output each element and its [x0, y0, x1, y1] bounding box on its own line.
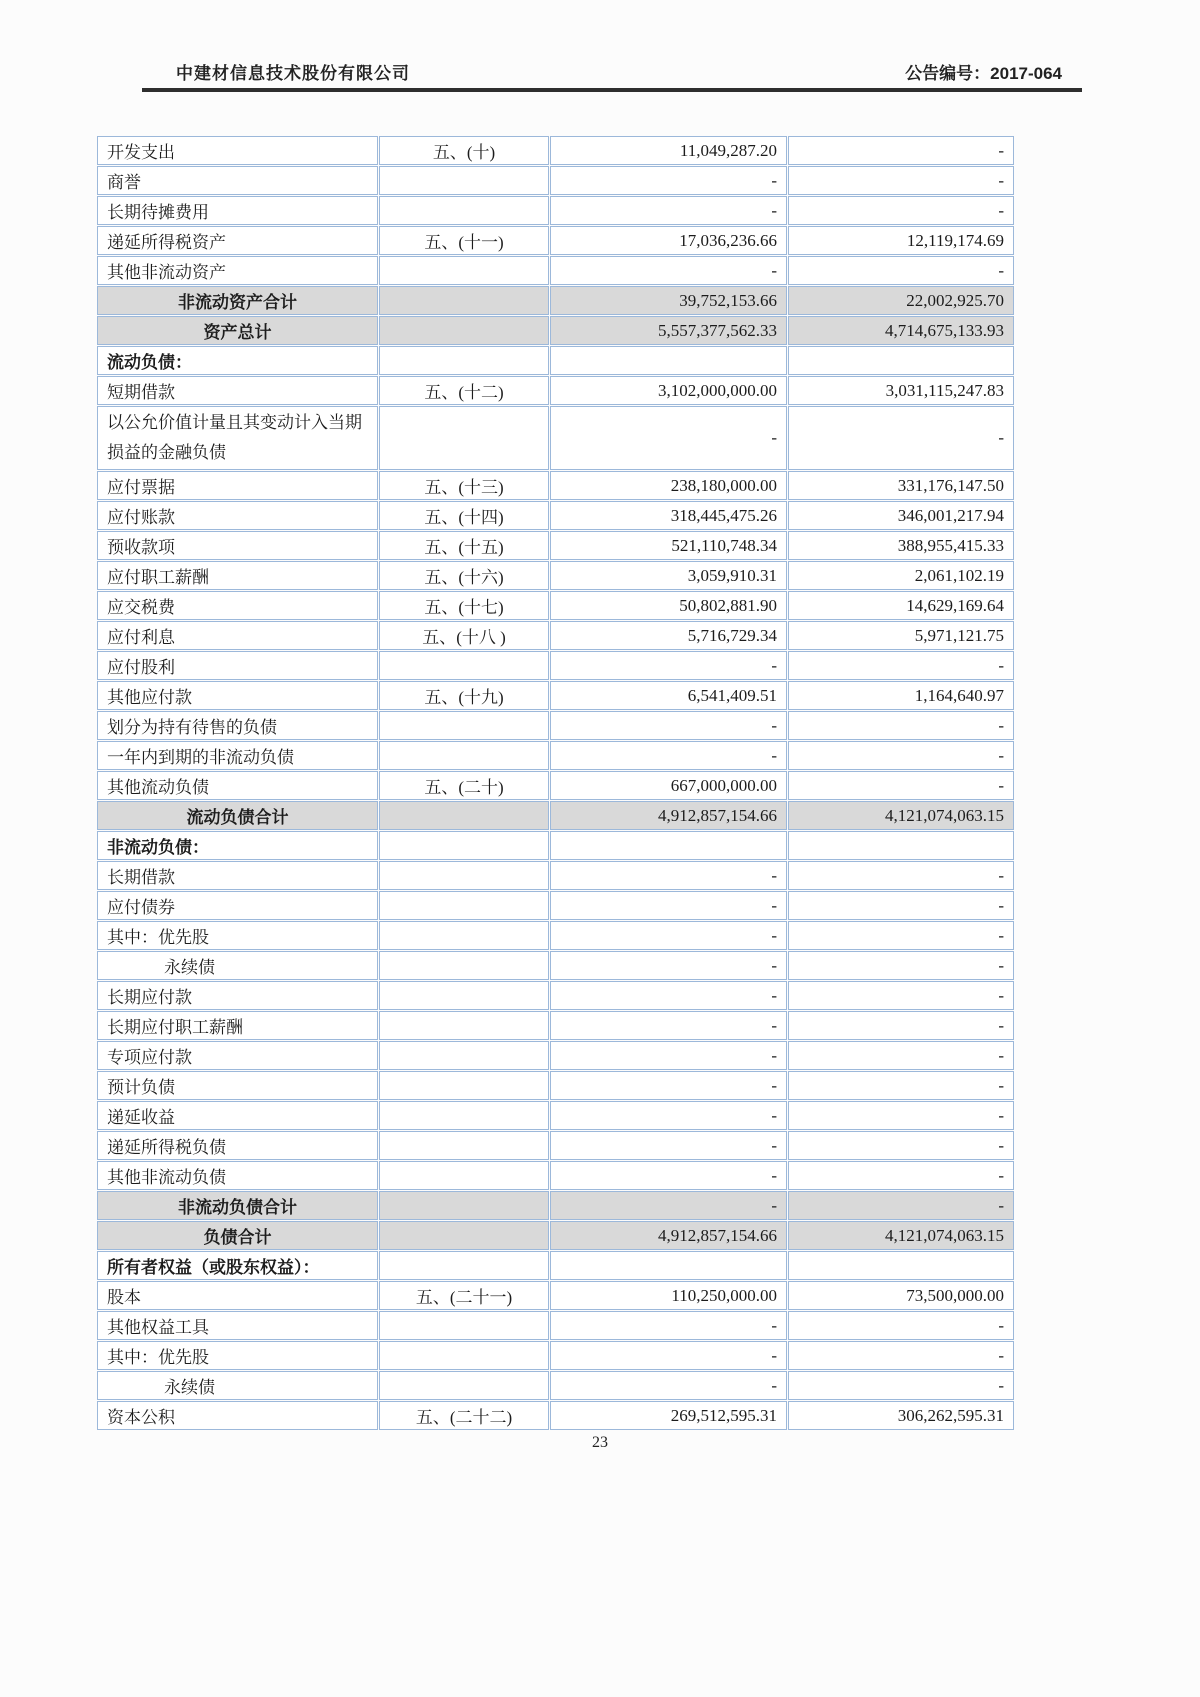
row-previous-value: - [788, 406, 1014, 470]
table-row [97, 376, 1014, 405]
table-row [97, 1071, 1014, 1100]
row-item-label: 开发支出 [97, 136, 378, 165]
row-note-ref [379, 1191, 549, 1220]
row-previous-value: - [788, 711, 1014, 740]
row-note-ref [379, 1101, 549, 1130]
row-previous-value: 4,121,074,063.15 [788, 1221, 1014, 1250]
row-note-ref [379, 406, 549, 470]
row-item-label: 资本公积 [97, 1401, 378, 1430]
table-row [97, 651, 1014, 680]
balance-sheet [96, 135, 1012, 1431]
row-previous-value: 306,262,595.31 [788, 1401, 1014, 1430]
row-previous-value: - [788, 921, 1014, 950]
row-note-ref [379, 801, 549, 830]
row-current-value: - [550, 1191, 787, 1220]
row-note-ref [379, 1131, 549, 1160]
row-note-ref [379, 1221, 549, 1250]
row-current-value: 4,912,857,154.66 [550, 1221, 787, 1250]
table-row [97, 891, 1014, 920]
row-note-ref: 五、(十八 ) [379, 621, 549, 650]
balance-sheet-table [96, 135, 1015, 1431]
row-current-value: - [550, 256, 787, 285]
row-note-ref [379, 651, 549, 680]
row-item-label: 永续债 [97, 951, 378, 980]
table-row [97, 861, 1014, 890]
row-note-ref: 五、(二十二) [379, 1401, 549, 1430]
row-item-label: 负债合计 [97, 1221, 378, 1250]
table-row [97, 1011, 1014, 1040]
row-item-label: 划分为持有待售的负债 [97, 711, 378, 740]
row-previous-value: 12,119,174.69 [788, 226, 1014, 255]
row-note-ref: 五、(十) [379, 136, 549, 165]
row-item-label: 股本 [97, 1281, 378, 1310]
row-current-value: - [550, 891, 787, 920]
row-previous-value: - [788, 136, 1014, 165]
row-item-label: 商誉 [97, 166, 378, 195]
row-item-label: 长期借款 [97, 861, 378, 890]
row-note-ref [379, 891, 549, 920]
row-note-ref [379, 981, 549, 1010]
row-previous-value: 3,031,115,247.83 [788, 376, 1014, 405]
row-previous-value: 1,164,640.97 [788, 681, 1014, 710]
row-current-value: 667,000,000.00 [550, 771, 787, 800]
row-previous-value: - [788, 1371, 1014, 1400]
row-current-value: - [550, 1131, 787, 1160]
row-note-ref: 五、(十五) [379, 531, 549, 560]
table-row [97, 1161, 1014, 1190]
row-note-ref [379, 861, 549, 890]
row-current-value: - [550, 741, 787, 770]
row-item-label: 长期应付职工薪酬 [97, 1011, 378, 1040]
row-previous-value: 5,971,121.75 [788, 621, 1014, 650]
row-item-label: 以公允价值计量且其变动计入当期损益的金融负债 [97, 406, 378, 470]
row-item-label: 应交税费 [97, 591, 378, 620]
row-item-label: 应付股利 [97, 651, 378, 680]
table-row [97, 741, 1014, 770]
table-row [97, 226, 1014, 255]
row-previous-value: 346,001,217.94 [788, 501, 1014, 530]
row-item-label: 短期借款 [97, 376, 378, 405]
row-note-ref: 五、(十二) [379, 376, 549, 405]
row-item-label: 长期待摊费用 [97, 196, 378, 225]
row-note-ref [379, 831, 549, 860]
row-note-ref [379, 256, 549, 285]
row-previous-value: 331,176,147.50 [788, 471, 1014, 500]
row-item-label: 应付票据 [97, 471, 378, 500]
row-current-value: - [550, 981, 787, 1010]
table-row [97, 1311, 1014, 1340]
row-note-ref: 五、(十三) [379, 471, 549, 500]
row-current-value: 5,716,729.34 [550, 621, 787, 650]
balance-sheet-body [97, 136, 1014, 1430]
company-name: 中建材信息技术股份有限公司 [176, 64, 410, 83]
row-note-ref [379, 1311, 549, 1340]
row-item-label: 其中：优先股 [97, 921, 378, 950]
table-row [97, 831, 1014, 860]
row-item-label: 应付账款 [97, 501, 378, 530]
row-previous-value: - [788, 256, 1014, 285]
table-row [97, 1131, 1014, 1160]
table-row [97, 1221, 1014, 1250]
row-previous-value: - [788, 651, 1014, 680]
row-previous-value: 73,500,000.00 [788, 1281, 1014, 1310]
row-current-value: 17,036,236.66 [550, 226, 787, 255]
row-item-label: 所有者权益（或股东权益）： [97, 1251, 378, 1280]
row-previous-value: - [788, 1041, 1014, 1070]
row-previous-value: 4,714,675,133.93 [788, 316, 1014, 345]
row-item-label: 其他应付款 [97, 681, 378, 710]
row-current-value: - [550, 196, 787, 225]
table-row [97, 1371, 1014, 1400]
row-current-value [550, 346, 787, 375]
row-current-value: - [550, 1161, 787, 1190]
table-row [97, 921, 1014, 950]
table-row [97, 591, 1014, 620]
row-item-label: 永续债 [97, 1371, 378, 1400]
row-current-value: 318,445,475.26 [550, 501, 787, 530]
row-previous-value: 14,629,169.64 [788, 591, 1014, 620]
row-previous-value: - [788, 1341, 1014, 1370]
row-previous-value: - [788, 771, 1014, 800]
row-current-value: 5,557,377,562.33 [550, 316, 787, 345]
row-previous-value: - [788, 166, 1014, 195]
row-current-value [550, 831, 787, 860]
table-row [97, 681, 1014, 710]
row-item-label: 非流动资产合计 [97, 286, 378, 315]
row-current-value: 4,912,857,154.66 [550, 801, 787, 830]
row-item-label: 流动负债合计 [97, 801, 378, 830]
row-current-value: - [550, 1041, 787, 1070]
table-row [97, 136, 1014, 165]
row-previous-value [788, 1251, 1014, 1280]
table-row [97, 531, 1014, 560]
row-item-label: 递延所得税负债 [97, 1131, 378, 1160]
row-current-value: - [550, 951, 787, 980]
row-previous-value [788, 346, 1014, 375]
row-current-value: - [550, 1101, 787, 1130]
row-item-label: 其他非流动资产 [97, 256, 378, 285]
row-note-ref: 五、(十四) [379, 501, 549, 530]
table-row [97, 166, 1014, 195]
row-previous-value: 22,002,925.70 [788, 286, 1014, 315]
row-previous-value: - [788, 891, 1014, 920]
table-row [97, 1251, 1014, 1280]
table-row [97, 196, 1014, 225]
row-current-value: - [550, 406, 787, 470]
row-current-value: 110,250,000.00 [550, 1281, 787, 1310]
row-item-label: 专项应付款 [97, 1041, 378, 1070]
table-row [97, 801, 1014, 830]
row-current-value: - [550, 1071, 787, 1100]
row-current-value: - [550, 711, 787, 740]
table-row [97, 256, 1014, 285]
table-row [97, 771, 1014, 800]
row-current-value: - [550, 1341, 787, 1370]
row-item-label: 非流动负债合计 [97, 1191, 378, 1220]
row-current-value: - [550, 1011, 787, 1040]
row-current-value: - [550, 1371, 787, 1400]
row-current-value: 3,059,910.31 [550, 561, 787, 590]
row-item-label: 长期应付款 [97, 981, 378, 1010]
row-current-value: 521,110,748.34 [550, 531, 787, 560]
table-row [97, 346, 1014, 375]
row-note-ref [379, 316, 549, 345]
row-previous-value: - [788, 1101, 1014, 1130]
row-note-ref: 五、(十六) [379, 561, 549, 590]
row-current-value: - [550, 921, 787, 950]
table-row [97, 1401, 1014, 1430]
row-item-label: 其他权益工具 [97, 1311, 378, 1340]
table-row [97, 1041, 1014, 1070]
row-current-value: 6,541,409.51 [550, 681, 787, 710]
table-row [97, 1341, 1014, 1370]
row-previous-value: - [788, 981, 1014, 1010]
table-row [97, 1101, 1014, 1130]
row-item-label: 其他流动负债 [97, 771, 378, 800]
row-note-ref [379, 1161, 549, 1190]
row-note-ref [379, 1251, 549, 1280]
header-divider [142, 88, 1082, 92]
table-row [97, 951, 1014, 980]
row-item-label: 其他非流动负债 [97, 1161, 378, 1190]
row-item-label: 递延收益 [97, 1101, 378, 1130]
table-row [97, 501, 1014, 530]
row-note-ref [379, 951, 549, 980]
row-item-label: 应付债券 [97, 891, 378, 920]
row-note-ref [379, 286, 549, 315]
row-item-label: 一年内到期的非流动负债 [97, 741, 378, 770]
row-current-value: 3,102,000,000.00 [550, 376, 787, 405]
row-previous-value: 4,121,074,063.15 [788, 801, 1014, 830]
row-note-ref [379, 1341, 549, 1370]
row-note-ref [379, 1071, 549, 1100]
row-previous-value: 2,061,102.19 [788, 561, 1014, 590]
row-item-label: 应付利息 [97, 621, 378, 650]
row-current-value: 238,180,000.00 [550, 471, 787, 500]
announcement-number: 公告编号：2017-064 [905, 64, 1062, 83]
table-row [97, 406, 1014, 470]
row-previous-value: - [788, 951, 1014, 980]
row-note-ref: 五、(十九) [379, 681, 549, 710]
page-number: 23 [592, 1434, 608, 1451]
row-previous-value: - [788, 1191, 1014, 1220]
table-row [97, 1281, 1014, 1310]
row-note-ref: 五、(二十一) [379, 1281, 549, 1310]
row-current-value: 50,802,881.90 [550, 591, 787, 620]
row-previous-value: - [788, 1311, 1014, 1340]
row-note-ref [379, 346, 549, 375]
row-current-value: - [550, 651, 787, 680]
row-current-value: - [550, 861, 787, 890]
row-note-ref: 五、(二十) [379, 771, 549, 800]
row-previous-value: - [788, 741, 1014, 770]
row-item-label: 应付职工薪酬 [97, 561, 378, 590]
row-current-value: 269,512,595.31 [550, 1401, 787, 1430]
row-current-value [550, 1251, 787, 1280]
row-item-label: 其中：优先股 [97, 1341, 378, 1370]
row-item-label: 非流动负债： [97, 831, 378, 860]
row-note-ref: 五、(十七) [379, 591, 549, 620]
row-current-value: 11,049,287.20 [550, 136, 787, 165]
row-current-value: 39,752,153.66 [550, 286, 787, 315]
row-previous-value: 388,955,415.33 [788, 531, 1014, 560]
row-previous-value: - [788, 861, 1014, 890]
table-row [97, 561, 1014, 590]
row-item-label: 预计负债 [97, 1071, 378, 1100]
table-row [97, 286, 1014, 315]
row-previous-value: - [788, 196, 1014, 225]
row-previous-value [788, 831, 1014, 860]
row-note-ref [379, 711, 549, 740]
row-previous-value: - [788, 1131, 1014, 1160]
row-note-ref [379, 1041, 549, 1070]
table-row [97, 471, 1014, 500]
table-row [97, 316, 1014, 345]
row-current-value: - [550, 166, 787, 195]
table-row [97, 621, 1014, 650]
table-row [97, 711, 1014, 740]
row-note-ref [379, 166, 549, 195]
table-row [97, 1191, 1014, 1220]
row-note-ref: 五、(十一) [379, 226, 549, 255]
row-previous-value: - [788, 1071, 1014, 1100]
row-note-ref [379, 196, 549, 225]
row-note-ref [379, 921, 549, 950]
table-row [97, 981, 1014, 1010]
row-item-label: 预收款项 [97, 531, 378, 560]
row-note-ref [379, 1371, 549, 1400]
row-previous-value: - [788, 1161, 1014, 1190]
row-note-ref [379, 1011, 549, 1040]
row-item-label: 递延所得税资产 [97, 226, 378, 255]
row-item-label: 流动负债： [97, 346, 378, 375]
row-current-value: - [550, 1311, 787, 1340]
row-previous-value: - [788, 1011, 1014, 1040]
row-note-ref [379, 741, 549, 770]
row-item-label: 资产总计 [97, 316, 378, 345]
